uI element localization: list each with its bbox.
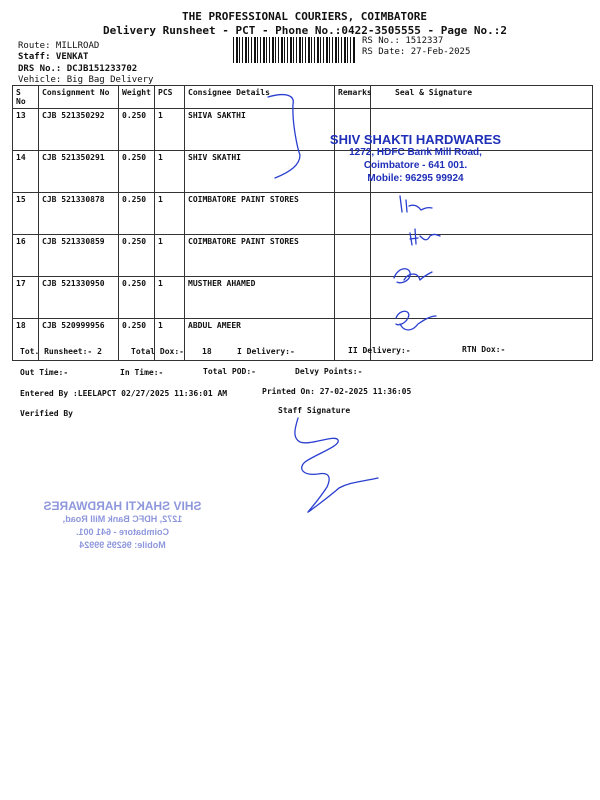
remark-initial-row15 [400, 196, 432, 212]
i-delivery: I Delivery:- [237, 347, 295, 356]
mirror-line4: Mobile: 96295 99924 [79, 540, 166, 550]
row-weight: 0.250 [119, 277, 155, 319]
mirror-line1: SHIV SHAKTI HARDWARES [43, 499, 202, 513]
row-consignee: MUSTHER AHAMED [185, 277, 335, 319]
remark-initial-row18 [396, 311, 436, 330]
row-sno: 18 [13, 319, 39, 361]
entered-by: Entered By :LEELAPCT 02/27/2025 11:36:01 AM [20, 389, 228, 398]
stamp-line2: 1272, HDFC Bank Mill Road, [349, 147, 482, 158]
row-consignee: COIMBATORE PAINT STORES [185, 193, 335, 235]
stamp-line4: Mobile: 96295 99924 [367, 173, 464, 184]
row-consignee: ABDUL AMEER [185, 319, 335, 361]
row-sno: 15 [13, 193, 39, 235]
bracket-mark [268, 95, 300, 178]
col-weight: Weight [119, 86, 155, 109]
remark-initial-row17 [394, 269, 432, 283]
col-remarks: Remarks [335, 86, 371, 109]
staff-signature [295, 418, 378, 512]
total-dox-value: 18 [202, 347, 212, 356]
row-pcs: 1 [155, 319, 185, 361]
vehicle: Vehicle: Big Bag Delivery [18, 75, 154, 85]
total-dox-label: Total Dox:- [131, 347, 184, 356]
row-sno: 14 [13, 151, 39, 193]
col-consignee: Consignee Details [185, 86, 335, 109]
ii-delivery: II Delivery:- [348, 346, 411, 355]
row-pcs: 1 [155, 277, 185, 319]
row-sno: 13 [13, 109, 39, 151]
rtn-dox: RTN Dox:- [462, 345, 506, 354]
row-pcs: 1 [155, 235, 185, 277]
stamp-line3: Coimbatore - 641 001. [363, 160, 468, 171]
row-weight: 0.250 [119, 193, 155, 235]
in-time: In Time:- [120, 368, 164, 377]
verified-by: Verified By [20, 409, 73, 418]
company-name: THE PROFESSIONAL COURIERS, COIMBATORE [182, 10, 428, 23]
drs-number: DRS No.: DCJB151233702 [18, 64, 138, 74]
out-time: Out Time:- [20, 368, 69, 377]
row-consignment: CJB 521350291 [39, 151, 119, 193]
row-consignment: CJB 521350292 [39, 109, 119, 151]
total-pod: Total POD:- [203, 367, 256, 376]
route: Route: MILLROAD [18, 41, 100, 51]
mirrored-stamp [30, 500, 215, 552]
row-consignee: SHIV SKATHI [185, 151, 335, 193]
stamp-line1: SHIV SHAKTI HARDWARES [329, 132, 502, 147]
col-sno: S No [13, 86, 39, 109]
row-weight: 0.250 [119, 151, 155, 193]
row-consignment: CJB 520999956 [39, 319, 119, 361]
col-seal: Seal & Signature [371, 86, 593, 109]
row-weight: 0.250 [119, 109, 155, 151]
tot-runsheet: Tot. Runsheet:- 2 [20, 347, 102, 356]
row-weight: 0.250 [119, 235, 155, 277]
row-consignment: CJB 521330859 [39, 235, 119, 277]
row-sno: 16 [13, 235, 39, 277]
row-sno: 17 [13, 277, 39, 319]
remark-initial-row16 [410, 229, 440, 245]
row-consignment: CJB 521330878 [39, 193, 119, 235]
delvy-points: Delvy Points:- [295, 367, 363, 376]
printed-on: Printed On: 27-02-2025 11:36:05 [262, 387, 412, 396]
row-consignment: CJB 521330950 [39, 277, 119, 319]
row-pcs: 1 [155, 193, 185, 235]
row-pcs: 1 [155, 109, 185, 151]
runsheet-subtitle: Delivery Runsheet - PCT - Phone No.:0422-3505555 - Page No.:2 [103, 24, 507, 37]
row-weight: 0.250 [119, 319, 155, 361]
row-consignee: COIMBATORE PAINT STORES [185, 235, 335, 277]
staff: Staff: VENKAT [18, 52, 89, 62]
col-pcs: PCS [155, 86, 185, 109]
mirror-line3: Coimbatore - 641 001. [75, 527, 170, 537]
col-consignment: Consignment No [39, 86, 119, 109]
rs-number: RS No.: 1512337 [362, 36, 444, 46]
mirror-line2: 1272, HDFC Bank Mill Road, [62, 514, 183, 524]
staff-signature-label: Staff Signature [278, 406, 351, 415]
row-pcs: 1 [155, 151, 185, 193]
rs-date: RS Date: 27-Feb-2025 [362, 47, 471, 57]
row-consignee: SHIVA SAKTHI [185, 109, 335, 151]
